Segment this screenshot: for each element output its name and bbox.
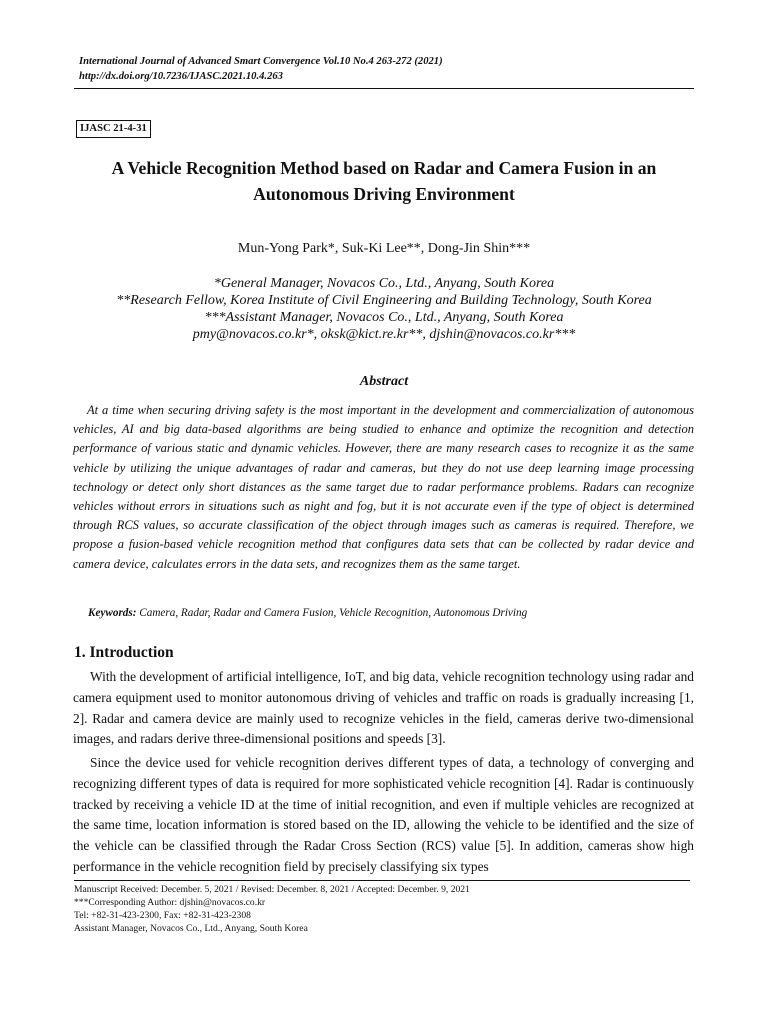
- journal-citation: International Journal of Advanced Smart Convergence Vol.10 No.4 263-272 (2021): [79, 56, 443, 67]
- doi-link[interactable]: http://dx.doi.org/10.7236/IJASC.2021.10.4.263: [79, 71, 283, 82]
- affiliation-2: **Research Fellow, Korea Institute of Civil Engineering and Building Technology, South Korea: [116, 293, 652, 308]
- paper-code-box: IJASC 21-4-31: [76, 120, 151, 138]
- footnote-manuscript-dates: Manuscript Received: December. 5, 2021 / Revised: December. 8, 2021 / Accepted: December. 9, 2021: [74, 884, 470, 895]
- keywords-line: [88, 605, 527, 621]
- footnote-position: Assistant Manager, Novacos Co., Ltd., Anyang, South Korea: [74, 923, 308, 934]
- affiliation-1: *General Manager, Novacos Co., Ltd., Anyang, South Korea: [213, 276, 555, 291]
- footnote-rule: [74, 880, 690, 881]
- keywords-label: Keywords:: [88, 607, 137, 619]
- keywords-text: Camera, Radar, Radar and Camera Fusion, Vehicle Recognition, Autonomous Driving: [139, 607, 528, 619]
- paper-title-line-2: Autonomous Driving Environment: [253, 184, 515, 204]
- affiliation-3: ***Assistant Manager, Novacos Co., Ltd., Anyang, South Korea: [204, 310, 564, 325]
- footnote-corresponding-author: ***Corresponding Author: djshin@novacos.co.kr: [74, 897, 266, 908]
- author-list: Mun-Yong Park*, Suk-Ki Lee**, Dong-Jin Shin***: [237, 241, 531, 256]
- abstract-text: At a time when securing driving safety is the most important in the development and commercialization of autonomous vehicles, AI and big data-based algorithms are being studied to enhance and optimize the recognition and detection performance of various static and dynamic vehicles. However, there are many research cases to recognize it as the same vehicle by utilizing the unique advantages of radar and cameras, but they do not use deep learning image processing technology or detect only short distances as the same target due to radar performance problems. Radars can recognize vehicles without errors in situations such as night and fog, but it is not accurate even if the type of object is determined through RCS values, so accurate classification of the object through images such as cameras is required. Therefore, we propose a fusion-based vehicle recognition method that configures data sets that can be collected by radar device and camera device, calculates errors in the data sets, and recognizes them as the same target.: [73, 403, 694, 571]
- section-heading-introduction: 1. Introduction: [74, 644, 174, 661]
- footnote-contact-numbers: Tel: +82-31-423-2300, Fax: +82-31-423-2308: [74, 910, 251, 921]
- intro-paragraph-1: With the development of artificial intelligence, IoT, and big data, vehicle recognition technology using radar and camera equipment used to monitor autonomous driving of vehicles and traffic on roads is gradually increasing [1, 2]. Radar and camera device are mainly used to recognize vehicles in the field, cameras derive two-dimensional images, and radars derive three-dimensional positions and speeds [3].: [73, 669, 694, 747]
- paper-title-line-1: A Vehicle Recognition Method based on Radar and Camera Fusion in an: [111, 158, 657, 178]
- header-rule: [74, 88, 694, 89]
- author-emails: pmy@novacos.co.kr*, oksk@kict.re.kr**, djshin@novacos.co.kr***: [192, 327, 576, 342]
- abstract-heading: Abstract: [359, 374, 409, 389]
- intro-paragraph-2: Since the device used for vehicle recognition derives different types of data, a technology of converging and recognizing different types of data is required for more sophisticated vehicle recognition [4]. Radar is continuously tracked by receiving a vehicle ID at the time of initial recognition, and even if multiple vehicles are recognized at the same time, location information is stored based on the ID, allowing the vehicle to be identified and the size of the vehicle can be classified through the Radar Cross Section (RCS) value [5]. In addition, cameras show high performance in the vehicle recognition field by precisely classifying six types: [73, 755, 694, 874]
